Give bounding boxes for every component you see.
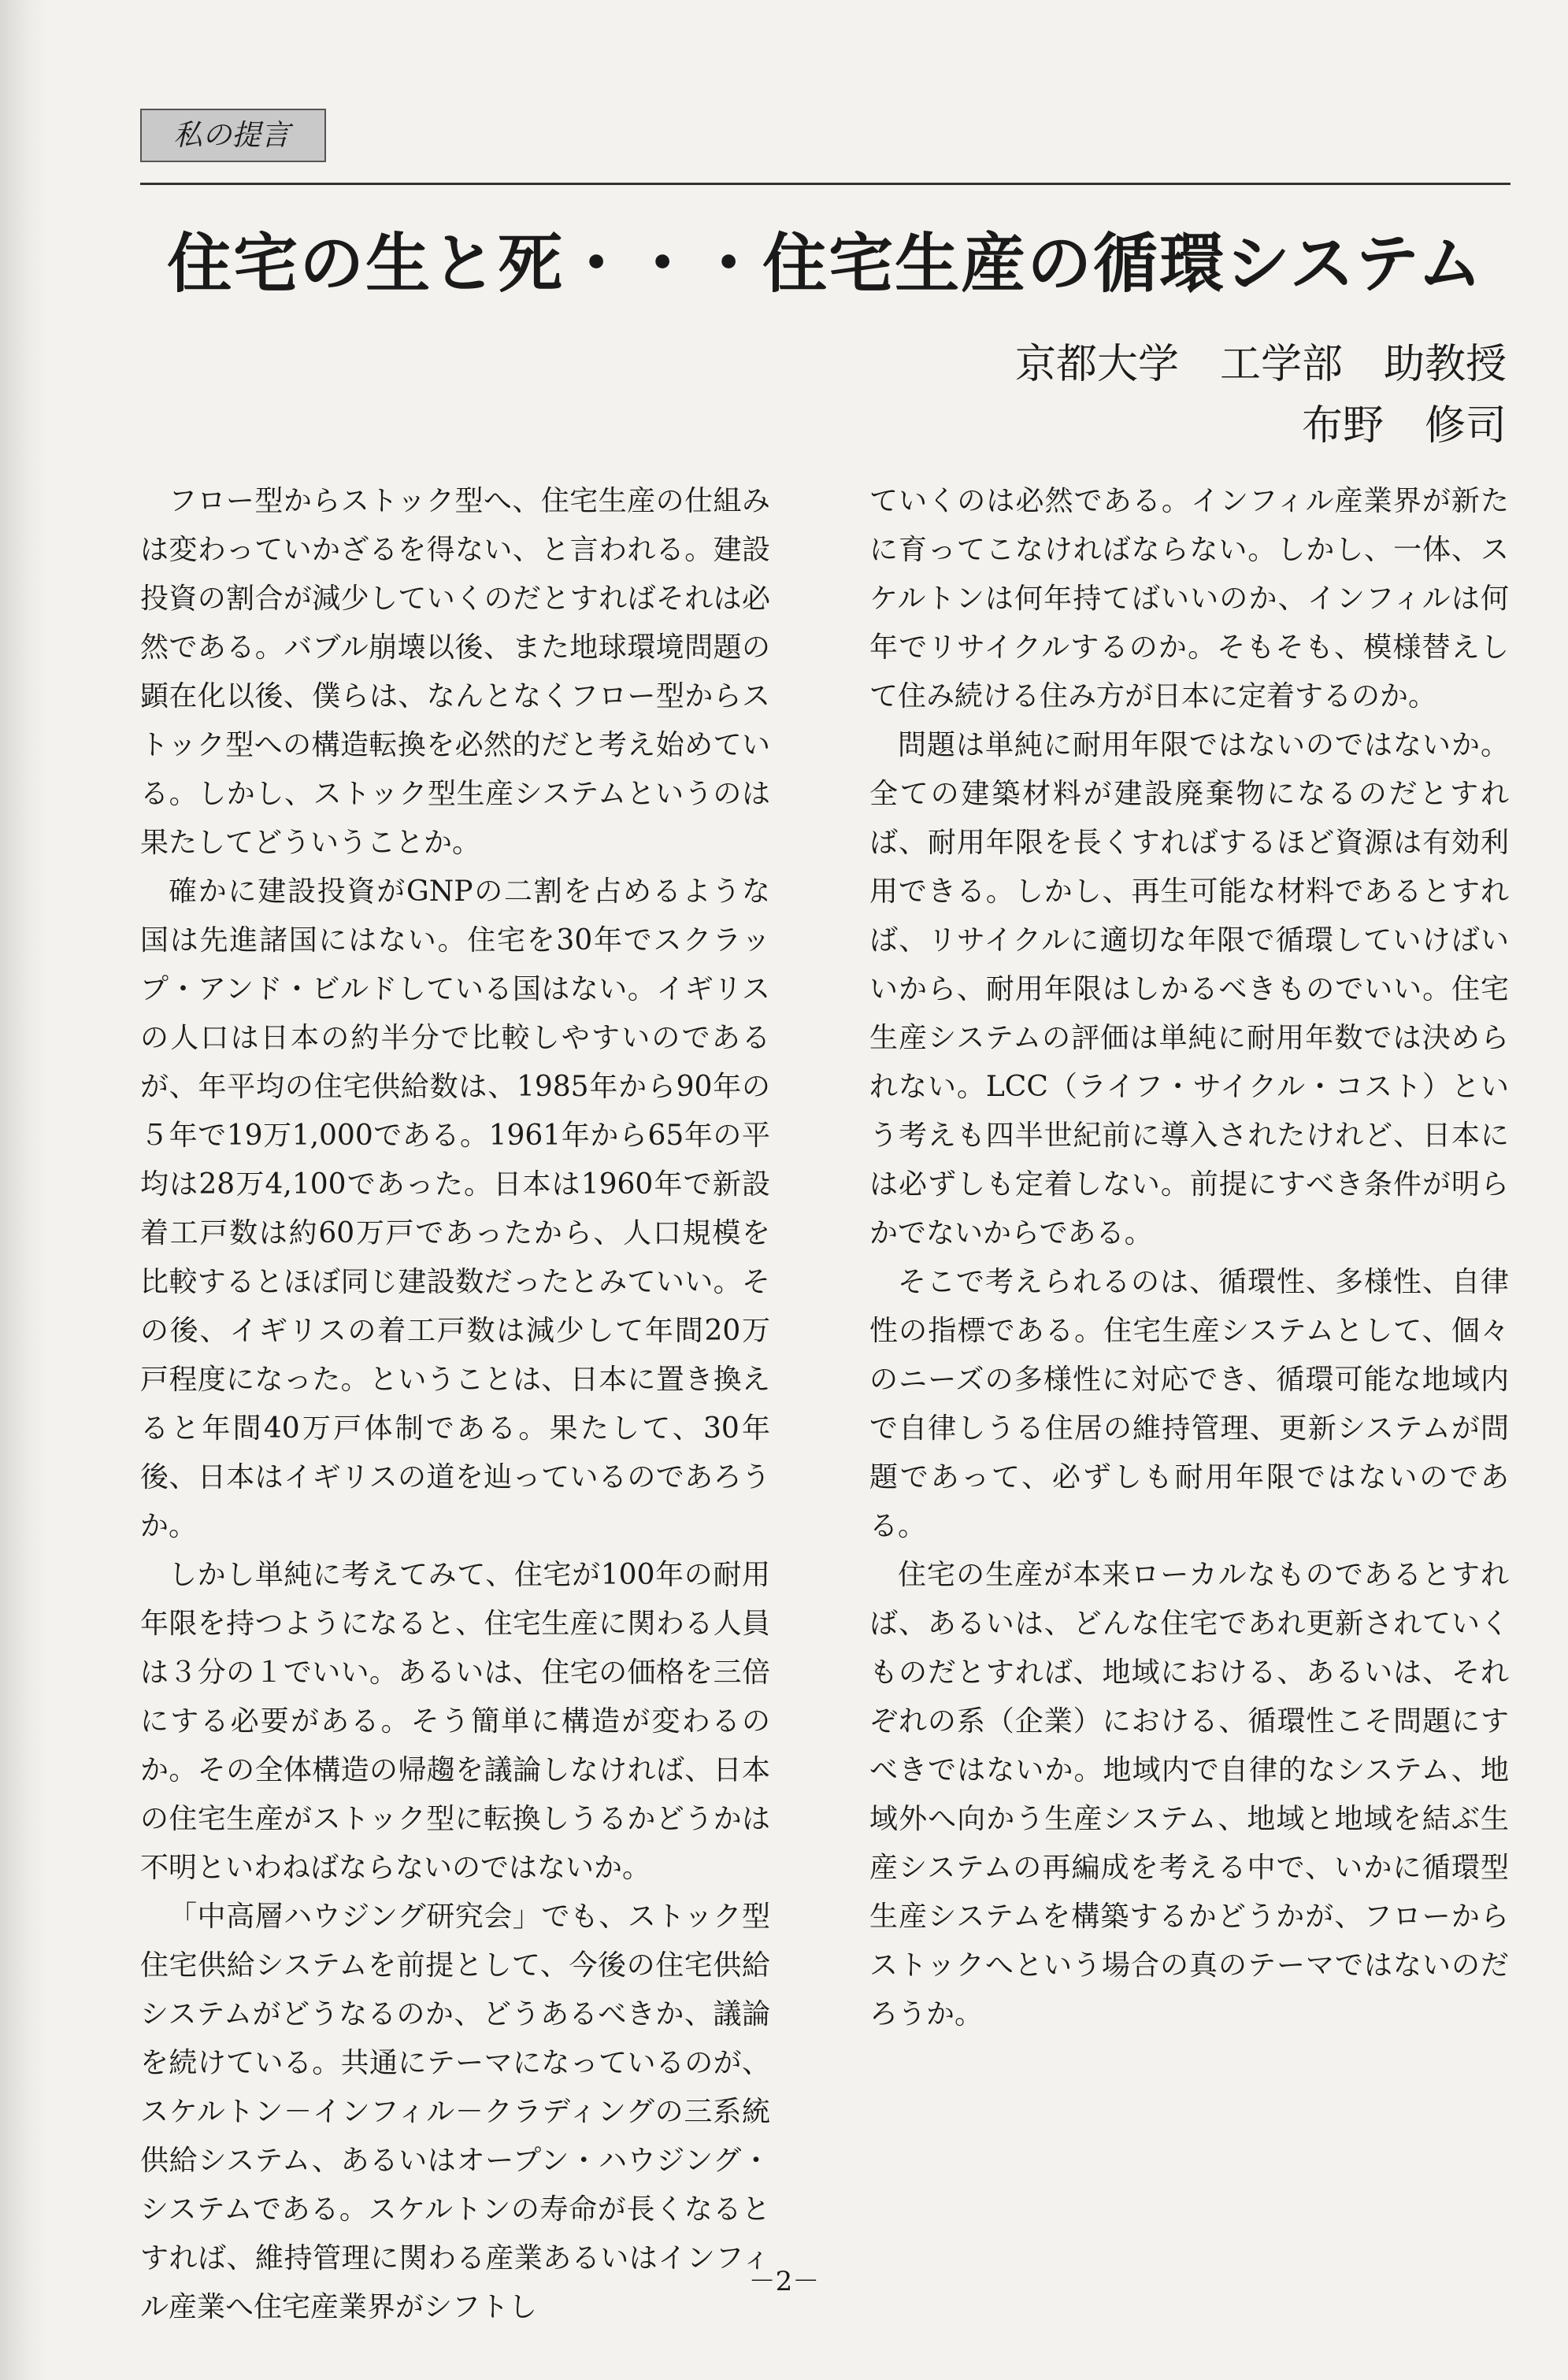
column-tag: 私の提言 [140,109,326,162]
paragraph: そこで考えられるのは、循環性、多様性、自律性の指標である。住宅生産システムとして、個々のニーズの多様性に対応でき、循環可能な地域内で自律しうる住居の維持管理、更新システムが問題であって、必ずしも耐用年限ではないのである。 [869,1266,1509,1542]
paragraph: 「中高層ハウジング研究会」でも、ストック型住宅供給システムを前提として、今後の住宅供給システムがどうなるのか、どうあるべきか、議論を続けている。共通にテーマになっているのが、スケルトン－インフィル－クラディングの三系統供給システム、あるいはオープン・ハウジング・システムである。スケルトンの寿命が長くなるとすれば、維持管理に関わる産業あるいはインフィル産業へ住宅産業界がシフトし [140,1901,770,2323]
body-column-left [140,477,770,2332]
paragraph-continuation: ていくのは必然である。インフィル産業界が新たに育ってこなければならない。しかし、一体、スケルトンは何年持てばいいのか、インフィルは何年でリサイクルするのか。そもそも、模様替えして住み続ける住み方が日本に定着するのか。 [869,485,1509,713]
body-column-right [869,477,1509,2039]
page-number: －2－ [748,2266,820,2297]
binding-shadow [0,0,47,2380]
paragraph: フロー型からストック型へ、住宅生産の仕組みは変わっていかざるを得ない、と言われる。建設投資の割合が減少していくのだとすればそれは必然である。バブル崩壊以後、また地球環境問題の顕在化以後、僕らは、なんとなくフロー型からストック型への構造転換を必然的だと考え始めている。しかし、ストック型生産システムというのは果たしてどういうことか。 [140,485,770,859]
author-name: 布野 修司 [1301,402,1507,450]
paragraph: しかし単純に考えてみて、住宅が100年の耐用年限を持つようになると、住宅生産に関わる人員は３分の１でいい。あるいは、住宅の価格を三倍にする必要がある。そう簡単に構造が変わるのか。その全体構造の帰趨を議論しなければ、日本の住宅生産がストック型に転換しうるかどうかは不明といわねばならないのではないか。 [140,1559,770,1884]
paragraph: 確かに建設投資がGNPの二割を占めるような国は先進諸国にはない。住宅を30年でスクラップ・アンド・ビルドしている国はない。イギリスの人口は日本の約半分で比較しやすいのであるが、年平均の住宅供給数は、1985年から90年の５年で19万1,000である。1961年から65年の平均は28万4,100であった。日本は1960年で新設着工戸数は約60万戸であったから、人口規模を比較するとほぼ同じ建設数だったとみていい。その後、イギリスの着工戸数は減少して年間20万戸程度になった。ということは、日本に置き換えると年間40万戸体制である。果たして、30年後、日本はイギリスの道を辿っているのであろうか。 [140,875,770,1542]
paragraph: 問題は単純に耐用年限ではないのではないか。全ての建築材料が建設廃棄物になるのだとすれば、耐用年限を長くすればするほど資源は有効利用できる。しかし、再生可能な材料であるとすれば、リサイクルに適切な年限で循環していけばいいから、耐用年限はしかるべきものでいい。住宅生産システムの評価は単純に耐用年数では決められない。LCC（ライフ・サイクル・コスト）という考えも四半世紀前に導入されたけれど、日本には必ずしも定着しない。前提にすべき条件が明らかでないからである。 [869,729,1509,1249]
header-rule [140,183,1511,185]
article-title: 住宅の生と死・・・住宅生産の循環システム [167,226,1484,302]
author-affiliation: 京都大学 工学部 助教授 [1014,341,1507,388]
paragraph: 住宅の生産が本来ローカルなものであるとすれば、あるいは、どんな住宅であれ更新されていくものだとすれば、地域における、あるいは、それぞれの系（企業）における、循環性こそ問題にすべきではないか。地域内で自律的なシステム、地域外へ向かう生産システム、地域と地域を結ぶ生産システムの再編成を考える中で、いかに循環型生産システムを構築するかどうかが、フローからストックへという場合の真のテーマではないのだろうか。 [869,1559,1509,2030]
